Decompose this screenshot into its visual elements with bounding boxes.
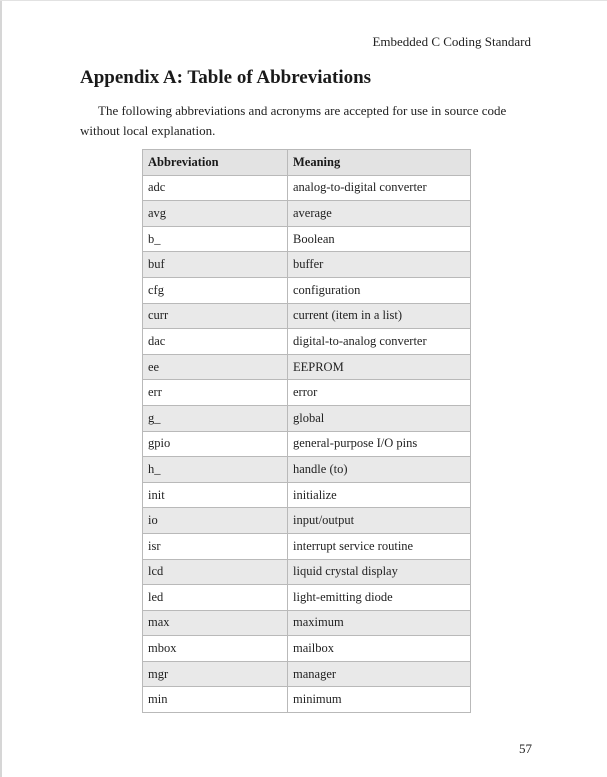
table-row [143, 303, 471, 329]
meaning-cell: input/output [288, 508, 471, 534]
meaning-cell: liquid crystal display [288, 559, 471, 585]
meaning-cell: analog-to-digital converter [288, 175, 471, 201]
abbreviation-cell: h_ [143, 457, 288, 483]
abbreviation-cell: buf [143, 252, 288, 278]
table-body [143, 175, 471, 712]
meaning-cell: current (item in a list) [288, 303, 471, 329]
abbreviation-cell: max [143, 610, 288, 636]
meaning-cell: Boolean [288, 226, 471, 252]
abbreviation-cell: mbox [143, 636, 288, 662]
meaning-cell: light-emitting diode [288, 585, 471, 611]
meaning-cell: initialize [288, 482, 471, 508]
section-heading: Appendix A: Table of Abbreviations [80, 67, 372, 88]
page-left-edge [0, 0, 2, 777]
meaning-cell: maximum [288, 610, 471, 636]
abbreviation-cell: isr [143, 533, 288, 559]
table-row [143, 277, 471, 303]
table-row [143, 482, 471, 508]
abbreviation-cell: led [143, 585, 288, 611]
page-top-edge [0, 0, 607, 1]
abbreviation-cell: init [143, 482, 288, 508]
running-header: Embedded C Coding Standard [372, 34, 531, 49]
meaning-cell: handle (to) [288, 457, 471, 483]
abbreviation-cell: io [143, 508, 288, 534]
table-row [143, 226, 471, 252]
table-row [143, 175, 471, 201]
meaning-cell: buffer [288, 252, 471, 278]
meaning-cell: interrupt service routine [288, 533, 471, 559]
table-row [143, 405, 471, 431]
table-row [143, 533, 471, 559]
meaning-cell: configuration [288, 277, 471, 303]
abbreviation-cell: cfg [143, 277, 288, 303]
meaning-cell: mailbox [288, 636, 471, 662]
table-row [143, 661, 471, 687]
table-header-row [143, 150, 471, 176]
abbreviations-table [142, 149, 471, 713]
column-header-meaning: Meaning [288, 150, 471, 176]
abbreviation-cell: adc [143, 175, 288, 201]
table-row [143, 431, 471, 457]
abbreviation-cell: avg [143, 201, 288, 227]
meaning-cell: general-purpose I/O pins [288, 431, 471, 457]
intro-paragraph: The following abbreviations and acronyms are accepted for use in source code without local explanation. [80, 103, 507, 138]
abbreviation-cell: curr [143, 303, 288, 329]
table-row [143, 610, 471, 636]
page-number: 57 [519, 741, 532, 756]
table-row [143, 636, 471, 662]
meaning-cell: EEPROM [288, 354, 471, 380]
abbreviation-cell: mgr [143, 661, 288, 687]
abbreviation-cell: gpio [143, 431, 288, 457]
table-row [143, 252, 471, 278]
table-row [143, 380, 471, 406]
abbreviation-cell: err [143, 380, 288, 406]
column-header-abbreviation: Abbreviation [143, 150, 288, 176]
meaning-cell: manager [288, 661, 471, 687]
table-row [143, 201, 471, 227]
table-row [143, 559, 471, 585]
table-row [143, 508, 471, 534]
abbreviation-cell: lcd [143, 559, 288, 585]
abbreviation-cell: b_ [143, 226, 288, 252]
table-row [143, 329, 471, 355]
table-row [143, 585, 471, 611]
meaning-cell: minimum [288, 687, 471, 713]
abbreviation-cell: g_ [143, 405, 288, 431]
meaning-cell: average [288, 201, 471, 227]
abbreviation-cell: dac [143, 329, 288, 355]
abbreviation-cell: min [143, 687, 288, 713]
table-row [143, 457, 471, 483]
table-header [143, 150, 471, 176]
meaning-cell: error [288, 380, 471, 406]
table-row [143, 354, 471, 380]
abbreviation-cell: ee [143, 354, 288, 380]
meaning-cell: global [288, 405, 471, 431]
table-row [143, 687, 471, 713]
meaning-cell: digital-to-analog converter [288, 329, 471, 355]
